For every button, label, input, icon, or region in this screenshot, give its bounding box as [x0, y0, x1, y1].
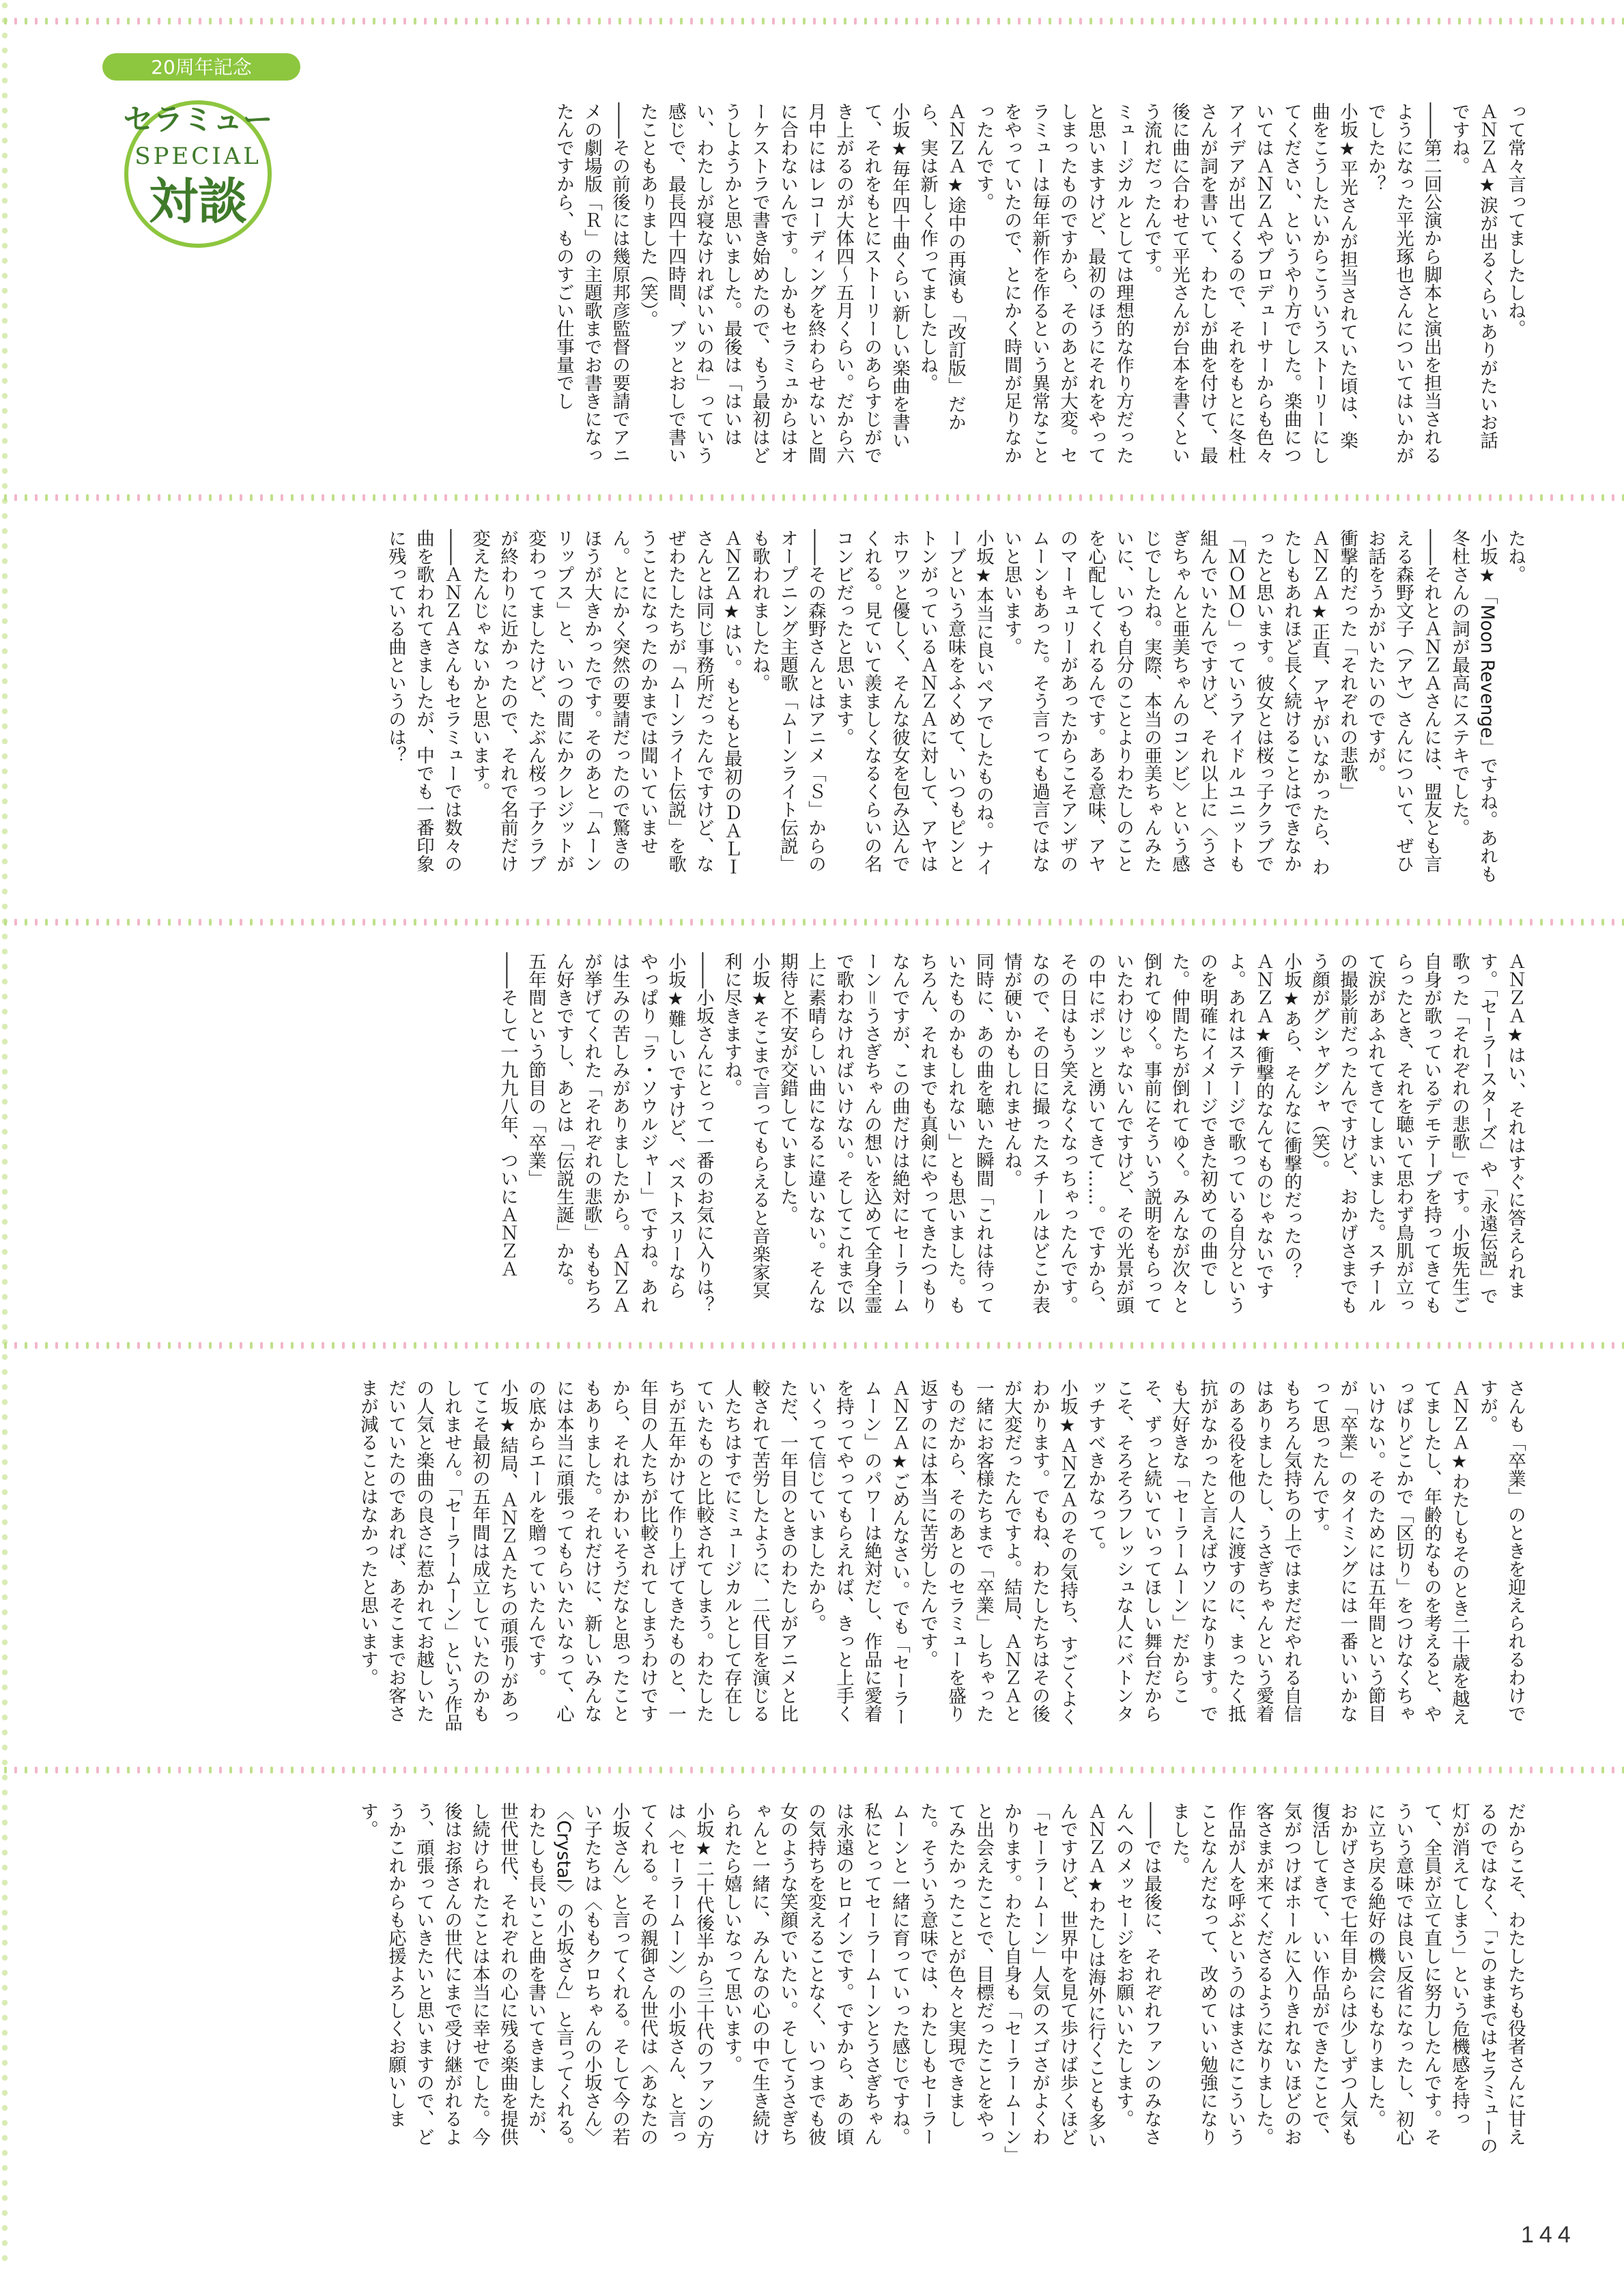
article-block-4: さんも「卒業」のときを迎えられるわけですが。 ＡＮＺＡ★わたしもそのとき二十歳を越えてましたし、年齢的なものを考えると、やっぱりどこかで「区切り」をつけなくちゃいけない。そのためには五年間という節目が「卒業」のタイミングには一番いいかなって思ったんです。 もちろん気持ちの上ではまだだやれる自信はありましたし、うさぎちゃんという愛着のある役を他の人に渡すのに、まったく抵抗がなかったと言えばウソになります。でも大好きな「セーラームーン」だからこそ、ずっと続いていってほしい舞台だからこそ、そろそろフレッシュな人にバトンタッチすべきかなって。 小坂★ＡＮＺＡのその気持ち、すごくよくわかります。でもね、わたしたちはその後が大変だったんですよ。結局、ＡＮＺＡと一緒にお客様たちまで「卒業」しちゃったものだから、そのあとのセラミューを盛り返すのには本当に苦労したんです。 ＡＮＺＡ★ごめんなさい。でも「セーラームーン」のパワーは絶対だし、作品に愛着を持ってやってもらえれば、きっと上手くいくって信じていましたから。 ただ、一年目のときのわたしがアニメと比較されて苦労したように、二代目を演じる人たちはすでにミュージカルとして存在していたものと比較されてしまう。わたしたちが五年かけて作り上げてきたものと、一年目の人たちが比較されてしまうわけですから、それはかわいそうだなと思ったこともありました。それだけに、新しいみんなには本当に頑張ってもらいたいなって、心の底からエールを贈っていたんです。 小坂★結局、ＡＮＺＡたちの頑張りがあってこそ最初の五年間は成立していたのかもしれません。「セーラームーン」という作品の人気と楽曲の良さに惹かれてお越しいただいていたのであれば、あそこまでお客さまが減ることはなかったと思います。 — [357, 1379, 1526, 1732]
article-block-2: たね。 小坂★「Moon Revenge」ですね。あれも冬杜さんの詞が最高にステキでした。 ――それとＡＮＺＡさんには、盟友とも言える森野文子（アヤ）さんについて、ぜひお話をうかがいたいのですが。 衝撃的だった「それぞれの悲歌」 ＡＮＺＡ★正直、アヤがいなかったら、わたしもあれほど長く続けることはできなかったと思います。彼女とは桜っ子クラブで「ＭＯＭＯ」っていうアイドルユニットも組んでいたんですけど、それ以上に〈うさぎちゃんと亜美ちゃんのコンビ〉という感じでしたね。実際、本当の亜美ちゃんみたいに、いつも自分のことよりわたしのことを心配してくれるんです。ある意味、アヤのマーキュリーがあったからこそアンザのムーンもあった。そう言っても過言ではないと思います。 小坂★本当に良いペアでしたものね。ナイーブという意味をふくめて、いつもピンとトンがっているＡＮＺＡに対して、アヤはホワッと優しく、そんな彼女を包み込んでくれる。見ていて羨ましくなるくらいの名コンビだったと思います。 ――その森野さんとはアニメ「Ｓ」からのオープニング主題歌「ムーンライト伝説」も歌われましたね。 ＡＮＺＡ★はい。もともと最初のＤＡＬＩさんとは同じ事務所だったんですけど、なぜわたしたちが「ムーンライト伝説」を歌うことになったのかまでは聞いていません。とにかく突然の要請だったので驚きのほうが大きかったです。そのあと「ムーンリップス」と、いつの間にかクレジットが変わってましたけど、たぶん桜っ子クラブが終わりに近かったので、それで名前だけ変えたんじゃないかと思います。 ――ＡＮＺＡさんもセラミューでは数々の曲を歌われてきましたが、中でも一番印象に残っている曲というのは？ — [385, 529, 1526, 883]
top-dot-line — [0, 12, 1624, 30]
crescent-moon-icon — [1481, 2215, 1522, 2256]
left-edge-dots — [0, 0, 10, 2269]
badge-subtitle: SPECIAL — [134, 143, 261, 170]
badge-kind: 対談 — [148, 173, 248, 230]
badge-title: セラミュー — [123, 102, 273, 137]
dot-separator-3 — [0, 1337, 1624, 1354]
article-block-3: ＡＮＺＡ★はい、それはすぐに答えられます。「セーラースターズ」や「永遠伝説」で歌った「それぞれの悲歌」です。小坂先生ご自身が歌っているデモテープを持ってきてもらったとき、それを聴いて思わず鳥肌が立って涙があふれてきてしまいました。スチールの撮影前だったんですけど、おかげさまでもう顔がグシャグシャ（笑）。 小坂★あら、そんなに衝撃的だったの？ ＡＮＺＡ★衝撃的なんてものじゃないですよ。あれはステージで歌っている自分というのを明確にイメージできた初めての曲でした。仲間たちが倒れてゆく。みんなが次々と倒れてゆく。事前にそういう説明をもらっていたわけじゃないんですけど、その光景が頭の中にポンッと湧いてきて……。ですから、その日はもう笑えなくなっちゃったんです。なので、その日に撮ったスチールはどこか表情が硬いかもしれませんね。 同時に、あの曲を聴いた瞬間「これは待っていたものかもしれない」とも思いました。もちろん、それまでも真剣にやってきたつもりなんですが、この曲だけは絶対にセーラームーン＝うさぎちゃんの想いを込めて全身全霊で歌わなければいけない。そしてこれまで以上に素晴らしい曲になるに違いない。そんな期待と不安が交錯していました。 小坂★そこまで言ってもらえると音楽家冥利に尽きますね。 ――小坂さんにとって一番のお気に入りは？ 小坂★難しいですけど、ベストスリーならやっぱり「ラ・ソウルジャー」ですね。あれは生みの苦しみがありましたから。ＡＮＺＡが挙げてくれた「それぞれの悲歌」ももちろん好きですし、あとは「伝説生誕」かな。 五年間という節目の「卒業」 ――そして一九九八年、ついにＡＮＺＡ — [497, 952, 1526, 1314]
special-talk-badge — [102, 48, 300, 253]
dot-separator-2 — [0, 913, 1624, 931]
badge-anniversary: 20周年記念 — [151, 56, 252, 79]
badge-graphic — [102, 48, 300, 253]
dot-separator-1 — [0, 489, 1624, 506]
article-block-1: って常々言ってましたしね。 ＡＮＺＡ★涙が出るくらいありがたいお話ですね。 ――第二回公演から脚本と演出を担当されるようになった平光琢也さんについてはいかがでしたか？ 小坂★平光さんが担当されていた頃は、楽曲をこうしたいからこういうストーリーにしてください、というやり方でした。楽曲についてはＡＮＺＡやプロデューサーからも色々アイデアが出てくるので、それをもとに冬杜さんが詞を書いて、わたしが曲を付けて、最後に曲に合わせて平光さんが台本を書くという流れだったんです。 ミュージカルとしては理想的な作り方だったと思いますけど、最初のほうにそれをやってしまったものですから、そのあとが大変。セラミューは毎年新作を作るという異常なことをやっていたので、とにかく時間が足りなかったんです。 ＡＮＺＡ★途中の再演も「改訂版」だから、実は新しく作ってましたしね。 小坂★毎年四十曲くらい新しい楽曲を書いて、それをもとにストーリーのあらすじができ上がるのが大体四～五月くらい。だから六月中にはレコーディングを終わらせないと間に合わないんです。しかもセラミュからはオーケストラで書き始めたので、もう最初はどうしようかと思いました。最後は「はいはい、わたしが寝なければいいのね」っていう感じで、最長四十四時間、ブッとおしで書いたこともありました（笑）。 ――その前後には幾原邦彦監督の要請でアニメの劇場版「Ｒ」の主題歌までお書きになったんですから、ものすごい仕事量でし — [553, 102, 1526, 464]
article-block-5: だからこそ、わたしたちも役者さんに甘えるのではなく、「このままではセラミューの灯が消えてしまう」という危機感を持って、全員が立て直しに努力したんです。そういう意味では良い反省になったし、初心に立ち戻る絶好の機会にもなりました。 おかげさまで七年目からは少しずつ人気も復活してきて、いい作品ができたことで、気がつけばホールに入りきれないほどのお客さまが来てくださるようになりました。作品が人を呼ぶというのはまさにこういうことなんだなって、改めていい勉強になりました。 ――では最後に、それぞれファンのみなさんへのメッセージをお願いいたします。 ＡＮＺＡ★わたしは海外に行くことも多いんですけど、世界中を見て歩けば歩くほど「セーラームーン」人気のスゴさがよくわかります。わたし自身も「セーラームーン」と出会えたことで、目標だったことをやってみたかったことが色々と実現できました。そういう意味では、わたしもセーラームーンと一緒に育っていった感じですね。私にとってセーラームーンとうさぎちゃんは永遠のヒロインです。ですから、あの頃の気持ちを変えることなく、いつまでも彼女のような笑顔でいたい。そしてうさぎちゃんと一緒に、みんなの心の中で生き続けられたら嬉しいなって思います。 小坂★二十代後半から三十代のファンの方は〈セーラームーン〉の小坂さん、と言ってくれる。その親御さん世代は〈あなたの小坂さん〉と言ってくれる。そして今の若い子たちは〈ももクロちゃんの小坂さん〉〈Crystal〉の小坂さん」と言ってくれる。わたしも長いこと曲を書いてきましたが、世代世代、それぞれの心に残る楽曲を提供し続けられたことは本当に幸せでした。今後はお孫さんの世代にまで受け継がれるよう、頑張っていきたいと思いますので、どうかこれからも応援よろしくお願いします。 — [357, 1802, 1526, 2155]
dot-separator-4 — [0, 1761, 1624, 1779]
page-folio — [1481, 2215, 1591, 2256]
page-number: 144 — [1521, 2222, 1576, 2248]
